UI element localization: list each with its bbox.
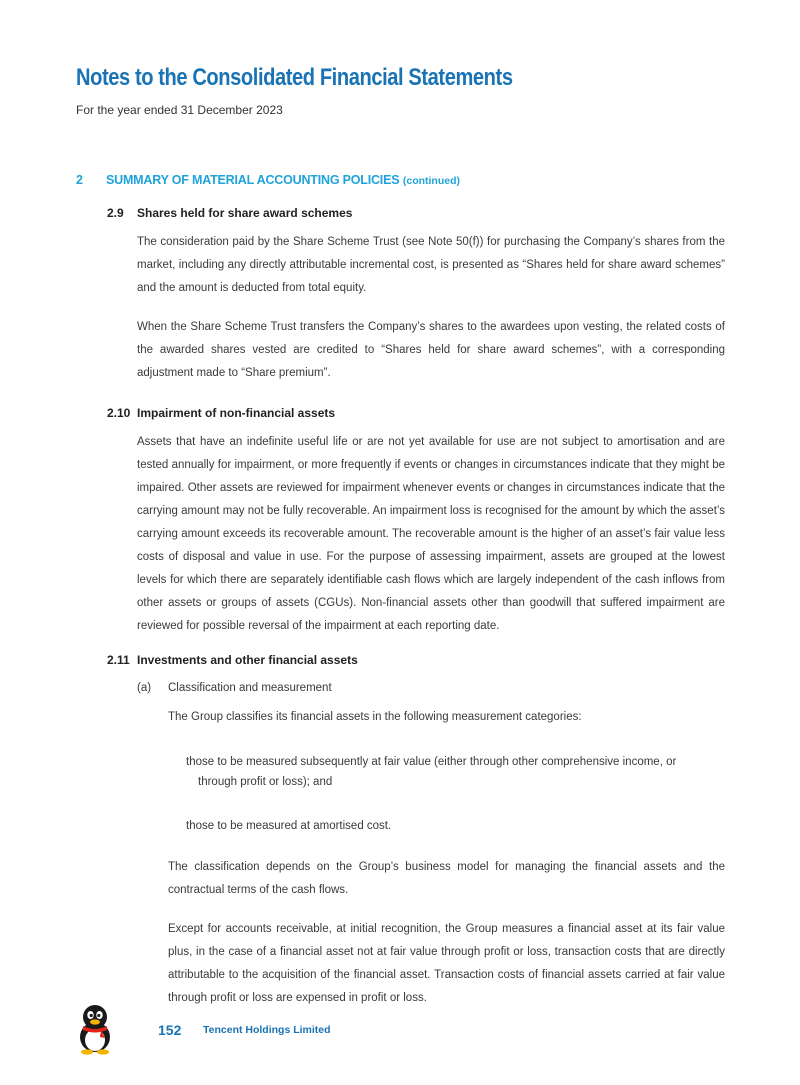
paragraph: The consideration paid by the Share Scheme Trust (see Note 50(f)) for purchasing the Company’s shares from the market, including any directly attributable incremental cost, is presented as “Shares held for share award schemes” and the amount is deducted from total equity. bbox=[137, 236, 725, 294]
paragraph: Assets that have an indefinite useful life or are not yet available for use are not subject to amortisation and are tested annually for impairment, or more frequently if events or changes in circumstances indicate that they might be impaired. Other assets are reviewed for impairment whenever events or changes in circumstances indicate that the carrying amount may not be fully recoverable. An impairment loss is recognised for the amount by which the asset’s carrying amount exceeds its recoverable amount. The recoverable amount is the higher of an asset’s fair value less costs of disposal and value in use. For the purpose of assessing impairment, assets are grouped at the lowest levels for which there are separately identifiable cash flows which are largely independent of the cash inflows from other assets or groups of assets (CGUs). Non-financial assets other than goodwill that suffered impairment are reviewed for possible reversal of the impairment at each reporting date. bbox=[137, 436, 725, 632]
subsection-number: 2.11 bbox=[107, 653, 130, 667]
subsection-title: Investments and other financial assets bbox=[137, 653, 358, 667]
company-name: Tencent Holdings Limited bbox=[203, 1024, 331, 1036]
subsection-number: 2.9 bbox=[107, 206, 124, 220]
bullet-item bbox=[186, 816, 726, 836]
page-number: 152 bbox=[158, 1022, 182, 1038]
subsection-heading-2-9 bbox=[107, 206, 352, 220]
paragraph: When the Share Scheme Trust transfers the Company’s shares to the awardees upon vesting, the related costs of the awarded shares vested are credited to “Shares held for share award schemes”, with a corresponding adjustment made to “Share premium”. bbox=[137, 321, 725, 379]
subsection-heading-2-10 bbox=[107, 406, 335, 420]
bullet-item bbox=[186, 752, 726, 792]
paragraph: Except for accounts receivable, at initial recognition, the Group measures a financial asset at its fair value plus, in the case of a financial asset not at fair value through profit or loss, transaction costs that are directly attributable to the acquisition of the financial asset. Transaction costs of financial assets carried at fair value through profit or loss are expensed in profit or loss. bbox=[168, 923, 725, 1004]
bullet-text-continued: through profit or loss); and bbox=[198, 776, 333, 788]
section-number: 2 bbox=[76, 173, 83, 187]
paragraph: The classification depends on the Group’s business model for managing the financial assets and the contractual terms of the cash flows. bbox=[168, 861, 725, 896]
bullet-text: those to be measured subsequently at fair value (either through other comprehensive income, or bbox=[186, 756, 677, 768]
paragraph: The Group classifies its financial assets in the following measurement categories: bbox=[168, 711, 582, 723]
bullet-text: those to be measured at amortised cost. bbox=[186, 820, 392, 832]
subsection-number: 2.10 bbox=[107, 406, 131, 420]
page-subtitle: For the year ended 31 December 2023 bbox=[76, 103, 283, 117]
subsection-heading-2-11 bbox=[107, 653, 358, 667]
section-title: SUMMARY OF MATERIAL ACCOUNTING POLICIES bbox=[106, 173, 400, 187]
section-heading bbox=[76, 173, 460, 187]
item-label-a: (a) bbox=[137, 682, 152, 694]
section-continued: (continued) bbox=[402, 175, 461, 187]
item-title-a: Classification and measurement bbox=[168, 682, 332, 694]
penguin-logo-icon bbox=[74, 1003, 116, 1055]
subsection-title: Shares held for share award schemes bbox=[137, 206, 353, 220]
subsection-title: Impairment of non-financial assets bbox=[137, 406, 336, 420]
page-title: Notes to the Consolidated Financial Statements bbox=[76, 64, 513, 91]
